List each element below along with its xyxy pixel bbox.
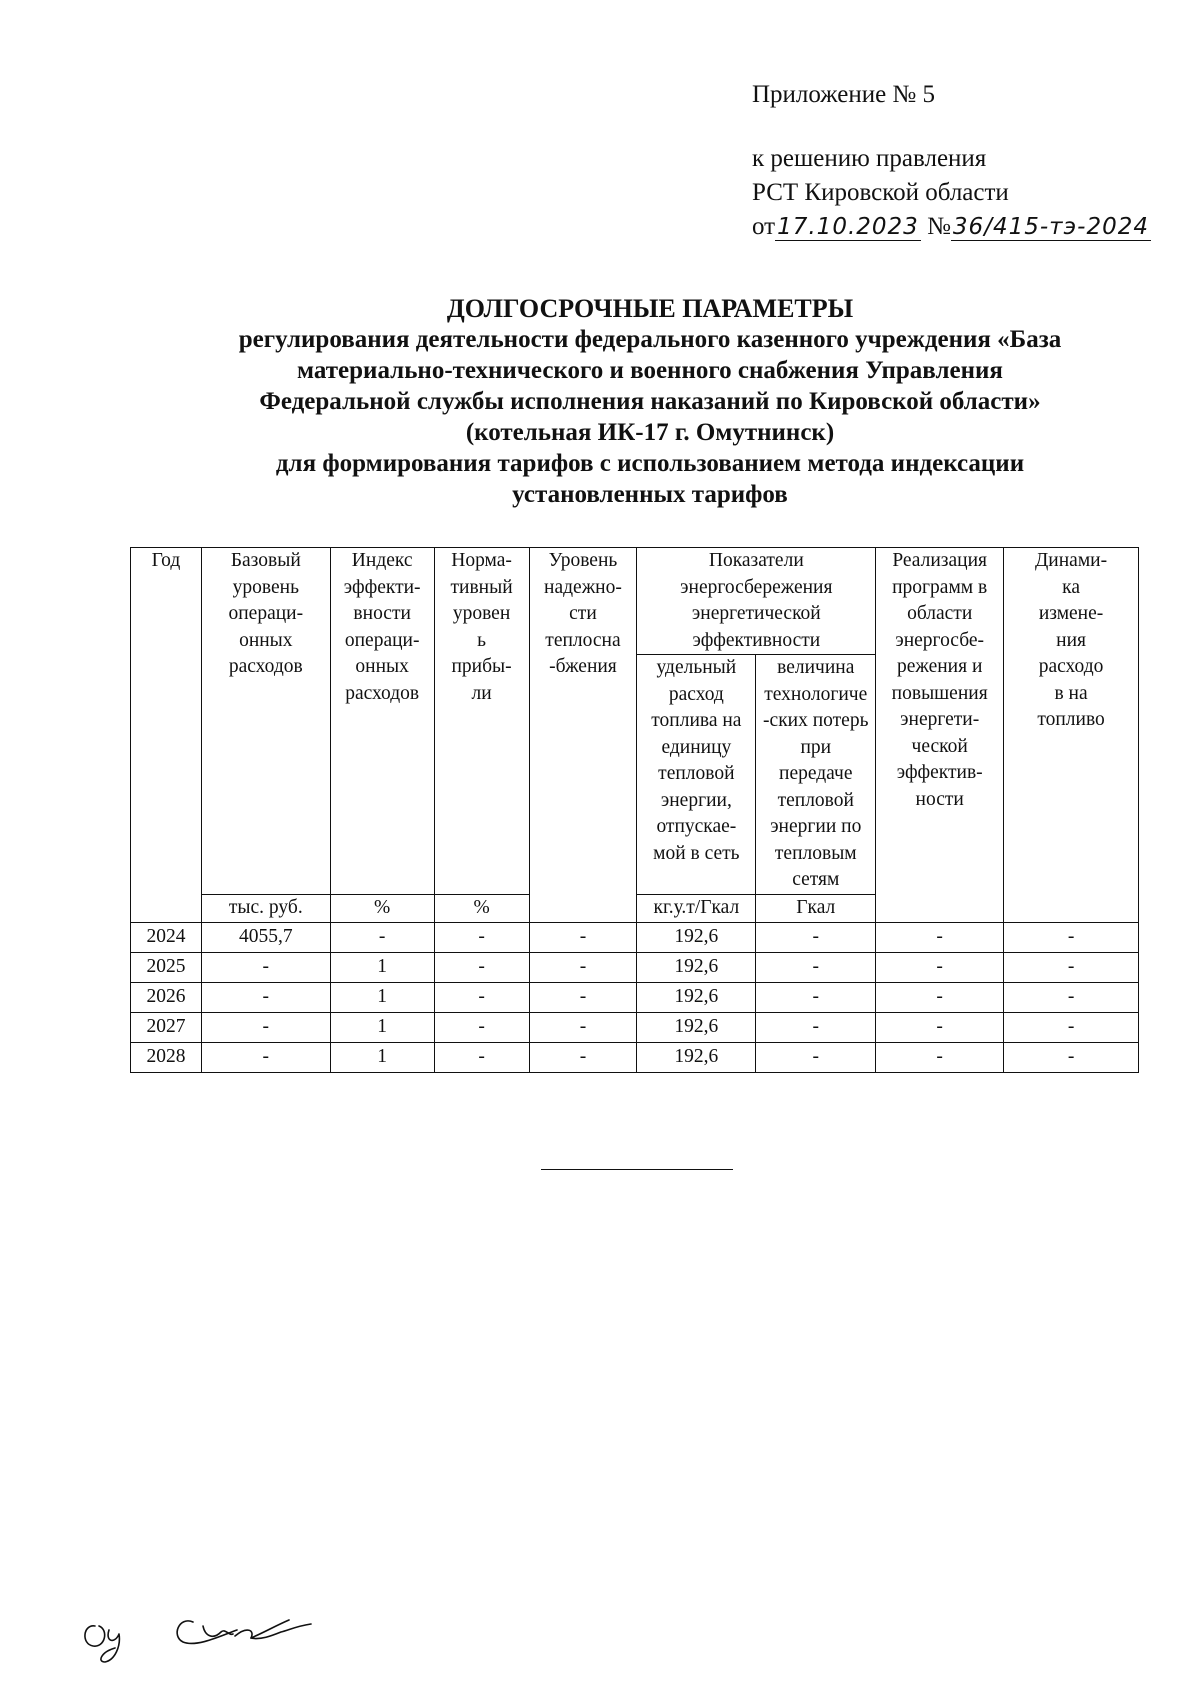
header-base [201,548,330,895]
cell-losses: - [756,982,876,1012]
handwritten-number: 36/415-тэ-2024 [952,214,1149,240]
header-line: надежно- [544,576,622,598]
header-line: онных [239,629,293,651]
header-line: Индекс [351,550,413,571]
cell-base: 4055,7 [201,922,330,952]
header-year-text: Год [151,550,181,571]
cell-base: - [201,952,330,982]
header-line: сти [569,603,597,624]
cell-profit: - [434,952,529,982]
header-line: режения и [896,656,983,677]
cell-fuel: 192,6 [637,952,756,982]
header-line: Реализация [892,550,988,571]
table-row [131,952,1139,982]
header-line: программ в [892,576,988,598]
appendix-authority: РСТ Кировской области [752,179,1009,206]
header-line: единицу [661,736,732,758]
header-line: онных [355,656,409,677]
cell-losses: - [756,1012,876,1042]
cell-base: - [201,1012,330,1042]
title-line: Федеральной службы исполнения наказаний по Кировской области» [259,388,1041,415]
header-line: ния [1056,629,1086,651]
header-line: расход [668,683,724,705]
header-line: тепловой [777,789,854,811]
header-line: передаче [779,763,853,784]
header-line: Показатели [708,550,804,571]
cell-fuel: 192,6 [637,1012,756,1042]
header-line: ности [915,788,964,810]
header-line: мой в сеть [653,842,740,864]
cell-dynamics: - [1004,1042,1139,1072]
header-programs [876,548,1004,923]
handwritten-date: 17.10.2023 [777,214,919,240]
cell-reliability: - [529,922,637,952]
cell-losses: - [756,1042,876,1072]
header-line: величина [777,657,855,678]
unit-fuel: кг.у.т/Гкал [637,894,756,922]
header-line: тивный [450,576,513,598]
cell-reliability: - [529,982,637,1012]
header-line: удельный [656,657,737,678]
table-row [131,922,1139,952]
title-line: (котельная ИК-17 г. Омутнинск) [465,419,835,446]
cell-reliability: - [529,1042,637,1072]
cell-year: 2025 [131,952,202,982]
header-line: в на [1054,682,1088,704]
number-label: № [927,213,951,240]
header-line: -бжения [549,656,617,677]
appendix-date-line [752,210,1151,244]
header-line: энергии, [660,789,732,811]
cell-programs: - [876,952,1004,982]
header-line: энергети- [900,709,980,730]
title-line: для формирования тарифов с использованием метода индексации [275,450,1025,477]
header-line: расходов [228,656,303,677]
parameters-table [130,547,1139,1073]
header-line: при [800,736,832,758]
cell-year: 2027 [131,1012,202,1042]
title-line: установленных тарифов [512,481,788,508]
unit-index: % [330,894,434,922]
cell-programs: - [876,1012,1004,1042]
table-row [131,1042,1139,1072]
header-line: области [907,603,973,624]
cell-dynamics: - [1004,982,1139,1012]
header-line: энергии по [770,816,862,837]
cell-losses: - [756,952,876,982]
header-reliability [529,548,637,923]
header-line: ь [477,629,487,651]
header-line: уровень [232,576,299,598]
header-line: ли [471,682,492,704]
signature [75,1596,345,1671]
appendix-decision: к решению правления [752,145,987,172]
appendix-block [752,78,1151,244]
cell-programs: - [876,982,1004,1012]
appendix-gap [752,112,1151,142]
cell-losses: - [756,922,876,952]
from-label: от [752,213,776,240]
header-line: прибы- [451,656,512,677]
header-line: расходов [345,682,420,704]
header-losses [756,655,876,895]
cell-profit: - [434,982,529,1012]
header-line: -ских потерь [763,710,869,731]
header-line: повышения [891,682,988,704]
header-line: эффективности [692,629,821,651]
header-line: тепловой [658,763,735,784]
header-line: Норма- [451,550,512,571]
document-title [100,293,1200,510]
header-index [330,548,434,895]
cell-base: - [201,982,330,1012]
header-line: технологиче [764,683,868,705]
cell-dynamics: - [1004,952,1139,982]
header-profit [434,548,529,895]
cell-reliability: - [529,1012,637,1042]
header-line: эффектив- [896,762,983,783]
header-line: Динами- [1035,550,1108,571]
header-energy-group [637,548,876,655]
cell-base: - [201,1042,330,1072]
header-line: расходо [1038,656,1104,677]
cell-year: 2028 [131,1042,202,1072]
cell-year: 2024 [131,922,202,952]
header-line: Базовый [230,550,301,571]
header-line: эффекти- [343,576,421,598]
cell-profit: - [434,1042,529,1072]
header-line: топлива на [651,710,742,731]
header-line: измене- [1038,603,1104,624]
cell-index: 1 [330,1012,434,1042]
signature-image [75,1596,345,1666]
header-line: Уровень [548,550,618,571]
cell-programs: - [876,922,1004,952]
unit-base: тыс. руб. [201,894,330,922]
header-line: отпускае- [656,816,737,837]
header-fuel [637,655,756,895]
header-line: вности [353,603,411,624]
title-line: материально-технического и военного снабжения Управления [297,357,1003,384]
unit-profit: % [434,894,529,922]
header-line: уровен [452,603,511,624]
header-line: топливо [1037,709,1105,730]
header-row [131,548,1139,655]
cell-programs: - [876,1042,1004,1072]
header-year [131,548,202,923]
header-line: ческой [911,735,968,757]
title-main: ДОЛГОСРОЧНЫЕ ПАРАМЕТРЫ [446,294,854,323]
header-line: тепловым [774,842,857,864]
cell-index: 1 [330,952,434,982]
end-divider [541,1169,733,1170]
cell-index: - [330,922,434,952]
table-row [131,982,1139,1012]
cell-dynamics: - [1004,1012,1139,1042]
cell-year: 2026 [131,982,202,1012]
header-line: операци- [228,603,304,624]
header-line: ка [1062,576,1080,598]
cell-index: 1 [330,1042,434,1072]
cell-fuel: 192,6 [637,1042,756,1072]
cell-profit: - [434,922,529,952]
cell-dynamics: - [1004,922,1139,952]
table-row [131,1012,1139,1042]
cell-fuel: 192,6 [637,982,756,1012]
title-line: регулирования деятельности федерального казенного учреждения «База [238,326,1062,353]
unit-losses: Гкал [756,894,876,922]
header-line: сетям [792,869,840,890]
cell-profit: - [434,1012,529,1042]
header-line: операци- [344,629,420,651]
header-line: теплосна [545,629,621,651]
cell-fuel: 192,6 [637,922,756,952]
header-line: энергосбе- [895,629,985,651]
header-line: энергосбережения [680,576,833,598]
appendix-number: Приложение № 5 [752,81,936,108]
cell-index: 1 [330,982,434,1012]
header-dynamics [1004,548,1139,923]
header-line: энергетической [691,603,821,624]
cell-reliability: - [529,952,637,982]
